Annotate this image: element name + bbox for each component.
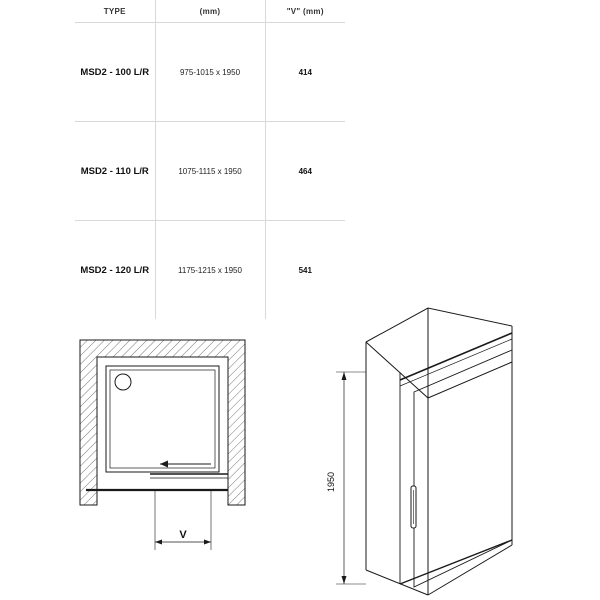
iso-top-rail-secondary bbox=[400, 339, 512, 386]
iso-door-glass-leaf bbox=[414, 350, 512, 587]
cell-dimension: 1175-1215 x 1950 bbox=[155, 221, 265, 320]
iso-enclosure-outline bbox=[366, 308, 512, 595]
cell-v-value: 464 bbox=[265, 122, 345, 221]
column-header-type: TYPE bbox=[75, 0, 155, 23]
cell-dimension: 975-1015 x 1950 bbox=[155, 23, 265, 122]
cell-type: MSD2 - 100 L/R bbox=[75, 23, 155, 122]
cell-type: MSD2 - 110 L/R bbox=[75, 122, 155, 221]
table-header bbox=[75, 0, 345, 23]
isometric-view-shower-enclosure bbox=[326, 308, 512, 595]
cell-v-value: 414 bbox=[265, 23, 345, 122]
table-row bbox=[75, 122, 345, 221]
table-row bbox=[75, 23, 345, 122]
iso-dimension-height-label: 1950 bbox=[326, 471, 336, 493]
cell-type: MSD2 - 120 L/R bbox=[75, 221, 155, 320]
iso-dimension-height bbox=[336, 372, 366, 584]
table-header-row bbox=[75, 0, 345, 23]
plan-drain-circle bbox=[115, 374, 131, 390]
table-body bbox=[75, 23, 345, 320]
iso-door-handle bbox=[411, 486, 416, 528]
column-header-mm: (mm) bbox=[155, 0, 265, 23]
cell-v-value: 541 bbox=[265, 221, 345, 320]
iso-bottom-rail bbox=[400, 540, 512, 584]
plan-dimension-v bbox=[155, 490, 211, 550]
plan-dimension-v-label: V bbox=[179, 529, 187, 541]
technical-drawings bbox=[0, 300, 600, 600]
iso-top-rail bbox=[400, 333, 512, 380]
cell-dimension: 1075-1115 x 1950 bbox=[155, 122, 265, 221]
plan-view-shower-door bbox=[80, 340, 245, 550]
specification-table bbox=[75, 0, 345, 319]
column-header-v-mm: "V" (mm) bbox=[265, 0, 345, 23]
